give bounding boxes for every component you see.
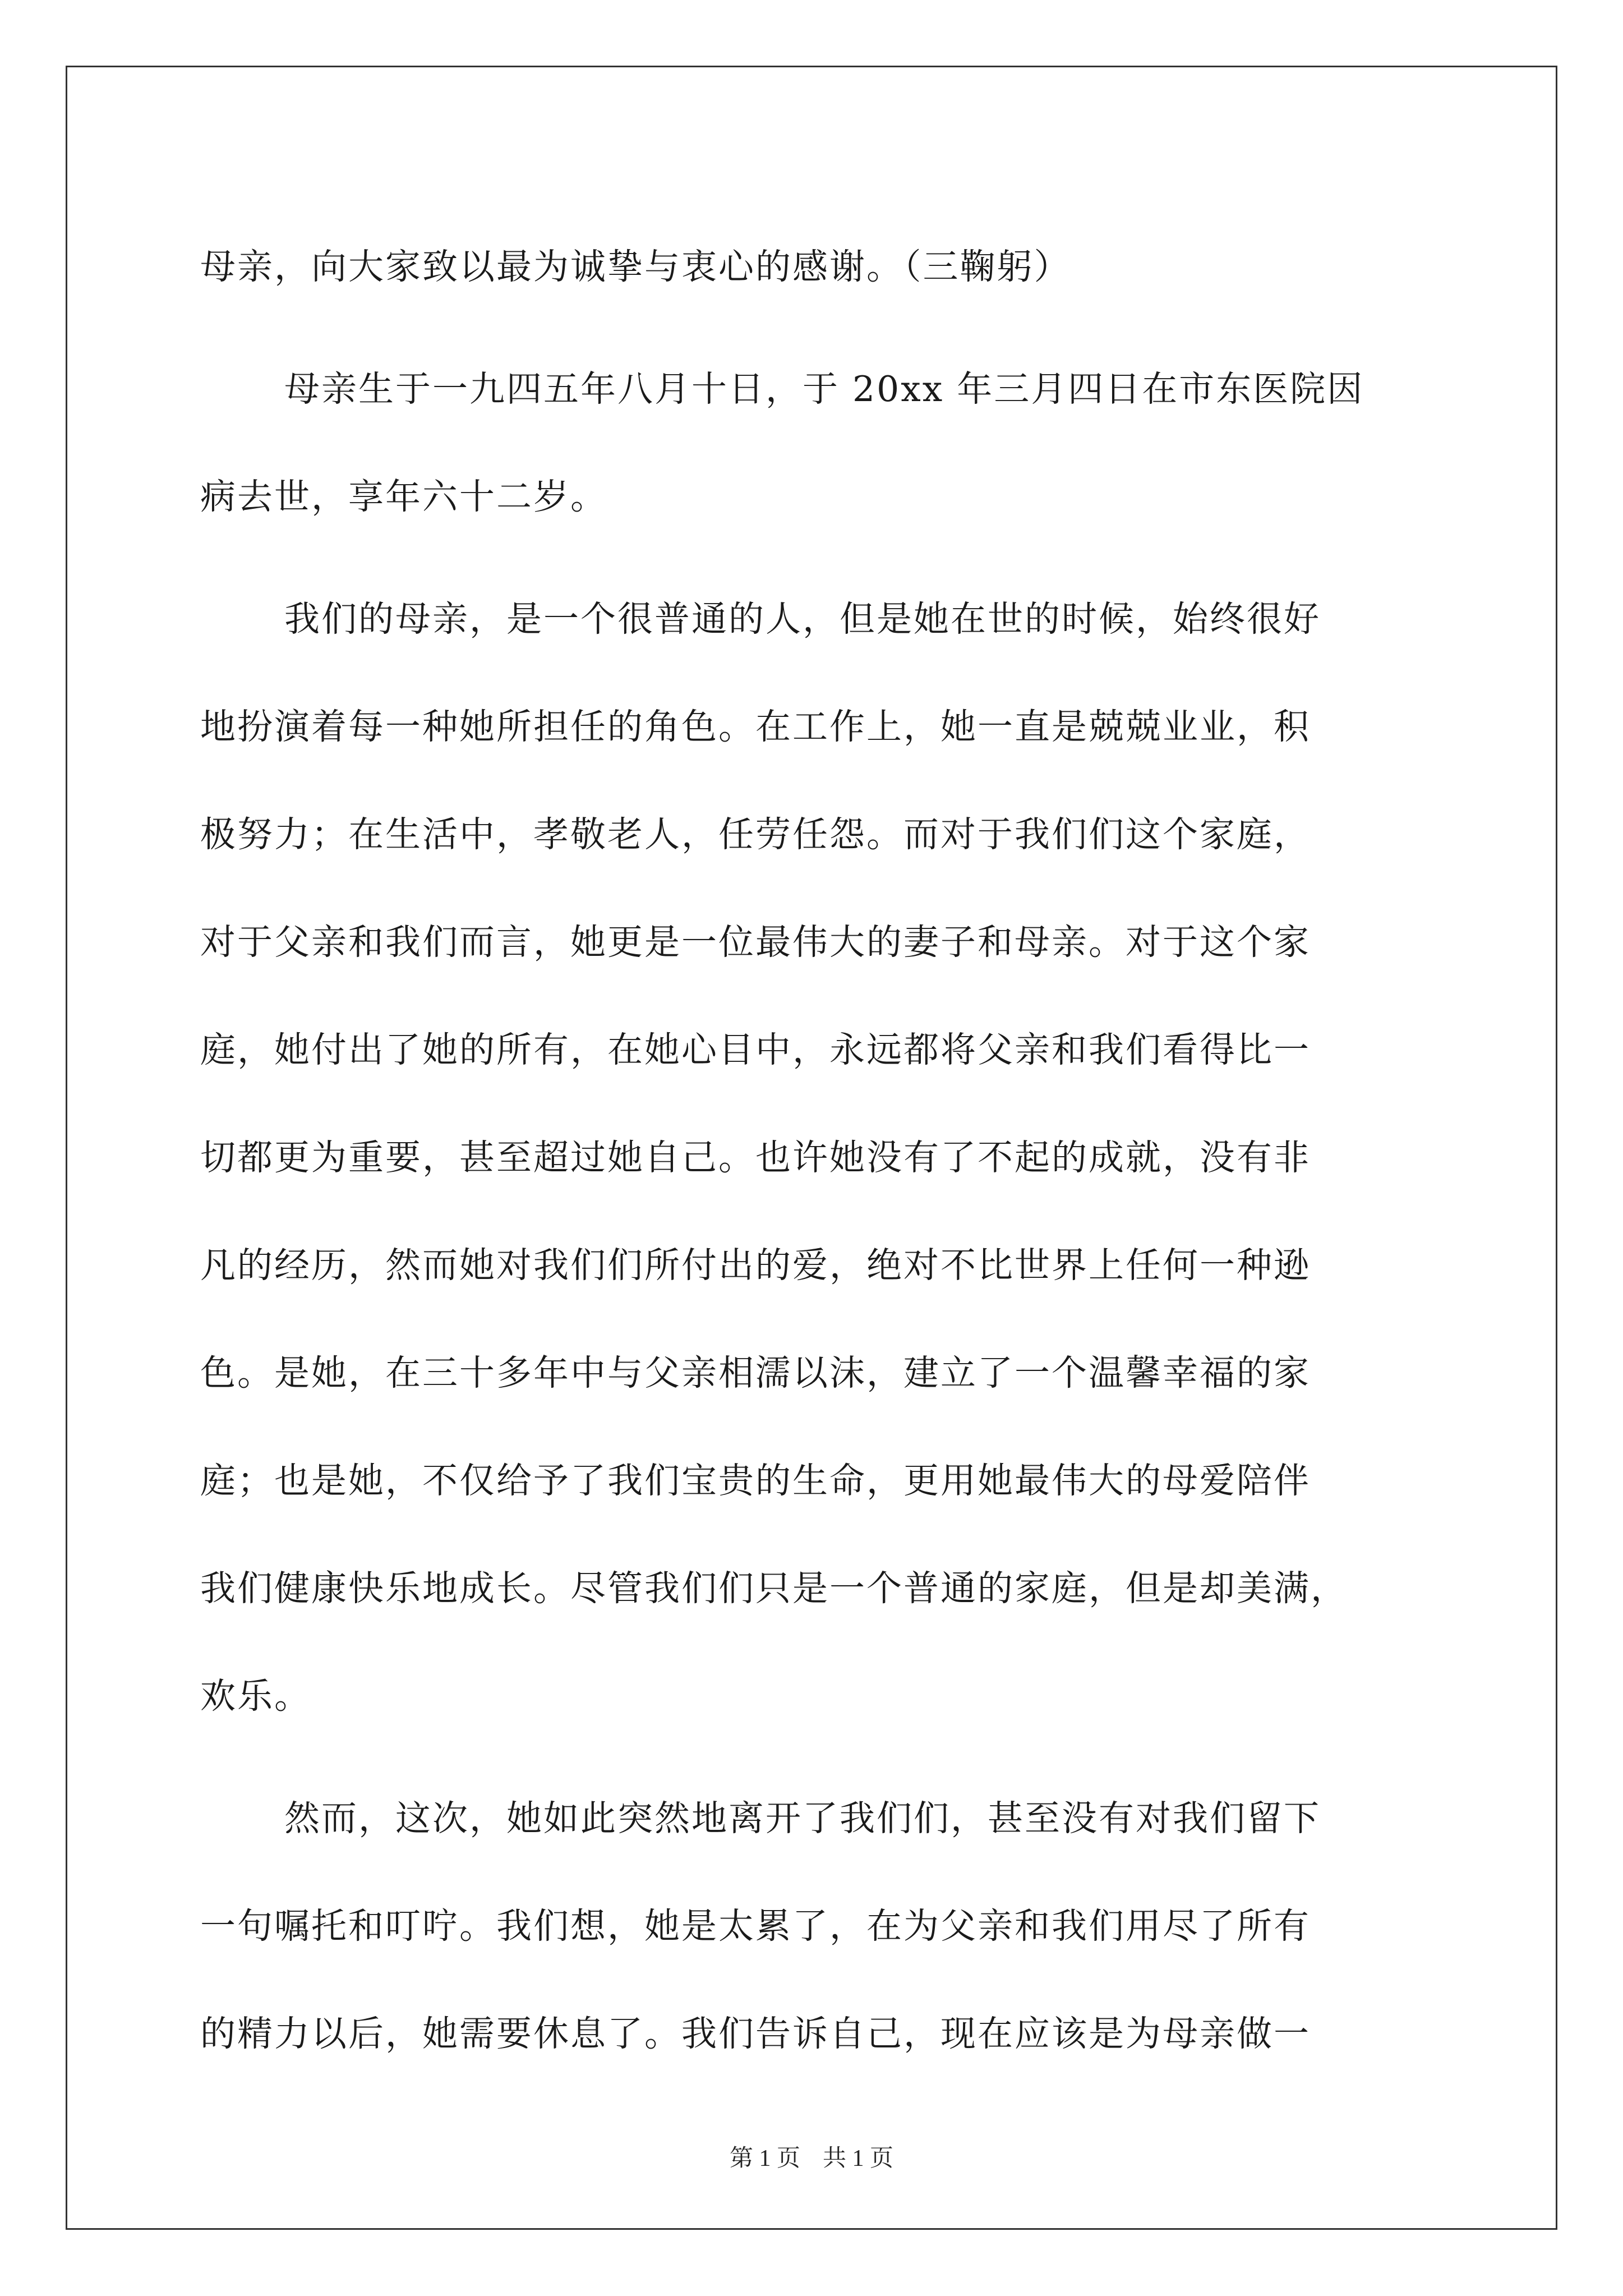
text-line: 病去世，享年六十二岁。: [200, 476, 607, 517]
page-number: 第 1 页: [729, 2146, 800, 2171]
paragraph-gap: [200, 321, 1468, 335]
paragraph-gap: [200, 551, 1468, 565]
text-line: 极努力；在生活中，孝敬老人，任劳任怨。而对于我们们这个家庭，: [200, 814, 1311, 855]
text-line: 凡的经历，然而她对我们们所付出的爱，绝对不比世界上任何一种逊: [200, 1245, 1311, 1286]
text-line: 一句嘱托和叮咛。我们想，她是太累了，在为父亲和我们用尽了所有: [200, 1906, 1311, 1947]
text-line: 我们的母亲，是一个很普通的人，但是她在世的时候，始终很好: [284, 599, 1321, 639]
text-line: 母亲生于一九四五年八月十日，于 20xx 年三月四日在市东医院因: [284, 369, 1364, 409]
document-body: [200, 213, 1468, 2088]
text-line: 对于父亲和我们而言，她更是一位最伟大的妻子和母亲。对于这个家: [200, 922, 1311, 963]
text-line: 色。是她，在三十多年中与父亲相濡以沫，建立了一个温馨幸福的家: [200, 1352, 1311, 1393]
text-line: 母亲，向大家致以最为诚挚与衷心的感谢。（三鞠躬）: [200, 246, 1071, 287]
text-line: 庭；也是她，不仅给予了我们宝贵的生命，更用她最伟大的母爱陪伴: [200, 1460, 1311, 1501]
text-line: 然而，这次，她如此突然地离开了我们们，甚至没有对我们留下: [284, 1798, 1321, 1839]
text-line: 的精力以后，她需要休息了。我们告诉自己，现在应该是为母亲做一: [200, 2013, 1311, 2054]
paragraph-gap: [200, 1750, 1468, 1765]
text-line: 切都更为重要，甚至超过她自己。也许她没有了不起的成就，没有非: [200, 1137, 1311, 1178]
text-line: 我们健康快乐地成长。尽管我们们只是一个普通的家庭，但是却美满，: [200, 1568, 1348, 1609]
text-line: 欢乐。: [200, 1676, 311, 1717]
text-line: 地扮演着每一种她所担任的角色。在工作上，她一直是兢兢业业，积: [200, 706, 1311, 747]
page-footer: [0, 2142, 1623, 2175]
text-line: 庭，她付出了她的所有，在她心目中，永远都将父亲和我们看得比一: [200, 1029, 1311, 1070]
page-total: 共 1 页: [823, 2146, 894, 2171]
